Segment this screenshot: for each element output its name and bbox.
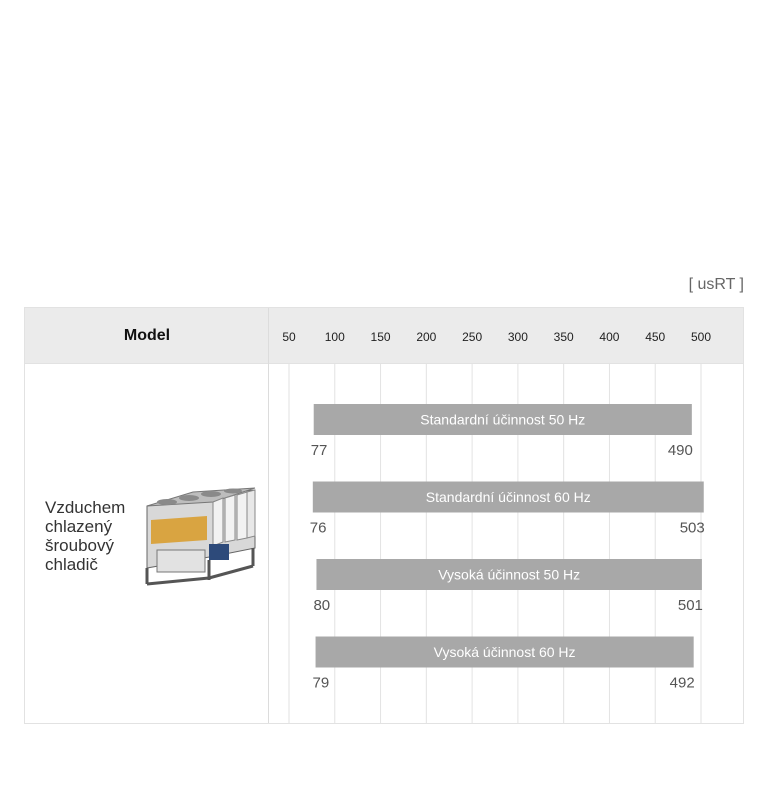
capacity-chart [25, 308, 743, 723]
min-value-label: 79 [312, 674, 330, 692]
bar-label: Standardní účinnost 50 Hz [420, 411, 586, 428]
x-tick-label: 150 [370, 330, 391, 344]
bar-label: Vysoká účinnost 50 Hz [438, 566, 581, 583]
model-header: Model [123, 327, 171, 344]
max-value-label: 490 [667, 442, 693, 459]
max-value-label: 492 [669, 674, 695, 692]
min-value-label: 80 [313, 597, 331, 614]
x-tick-label: 50 [282, 330, 296, 344]
x-tick-label: 250 [462, 330, 483, 344]
x-tick-label: 100 [324, 330, 345, 344]
max-value-label: 501 [677, 597, 703, 614]
bar-label: Standardní účinnost 60 Hz [425, 489, 591, 505]
unit-label: [ usRT ] [688, 276, 744, 293]
bar-label: Vysoká účinnost 60 Hz [433, 644, 576, 660]
x-tick-label: 400 [599, 330, 620, 344]
product-name: Vzduchem chlazený šroubový chladič [45, 498, 126, 574]
x-tick-label: 450 [645, 330, 666, 344]
x-tick-label: 500 [690, 330, 712, 344]
min-value-label: 76 [309, 519, 327, 537]
x-tick-label: 300 [507, 330, 528, 344]
capacity-table [24, 307, 744, 724]
max-value-label: 503 [679, 519, 705, 537]
x-tick-label: 350 [553, 330, 574, 344]
x-tick-label: 200 [416, 330, 437, 344]
min-value-label: 77 [310, 442, 328, 459]
